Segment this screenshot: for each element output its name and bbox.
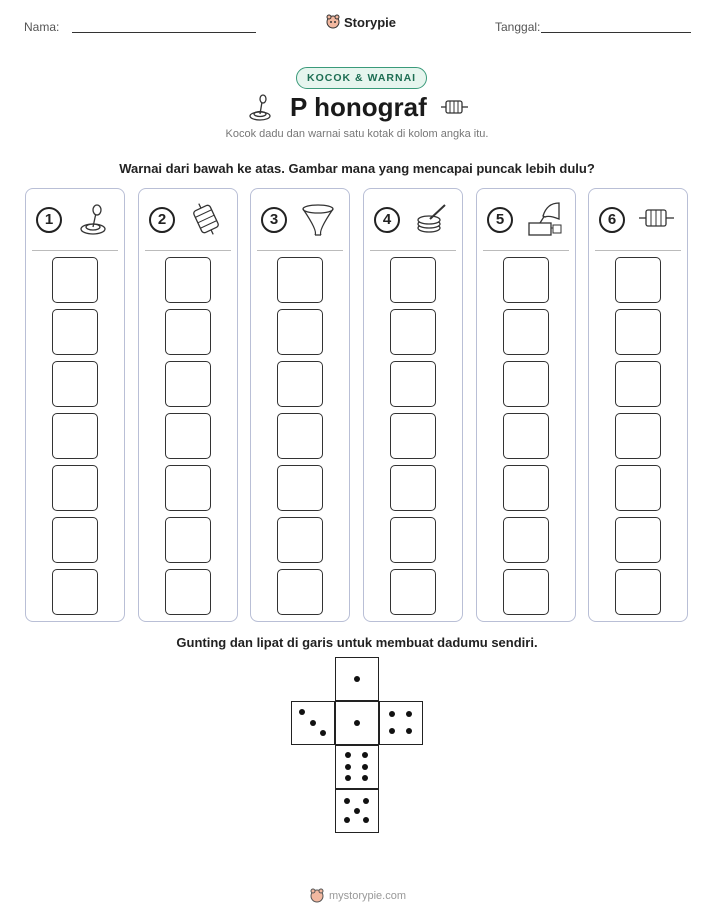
color-box[interactable] [390,257,436,303]
color-box[interactable] [277,517,323,563]
column-divider [145,250,231,251]
die-pip [354,808,360,814]
phonograph-stylus-icon [74,201,112,237]
die-pip [299,709,305,715]
storypie-mascot-icon [326,14,340,30]
die-pip [345,752,351,758]
cylinder-record-icon [187,201,225,237]
footer-url[interactable]: mystorypie.com [329,890,407,902]
die-pip [344,817,350,823]
page-title: P honograf [290,92,427,122]
die-pip [406,711,412,717]
column-divider [483,250,569,251]
die-pip [344,798,350,804]
die-pip [354,676,360,682]
die-face-3 [291,701,335,745]
column-2 [138,188,238,622]
name-label: Nama: [24,20,60,34]
color-box[interactable] [277,361,323,407]
color-box[interactable] [503,309,549,355]
color-box[interactable] [52,413,98,459]
date-label: Tanggal: [495,20,541,34]
die-pip [345,775,351,781]
wax-cylinder-icon [637,201,675,237]
gramophone-icon [525,201,563,237]
die-face-1 [335,701,379,745]
die-pip [406,728,412,734]
color-box[interactable] [165,257,211,303]
color-box[interactable] [390,309,436,355]
die-pip [310,720,316,726]
color-box[interactable] [165,361,211,407]
column-number: 5 [487,207,513,233]
color-box[interactable] [52,361,98,407]
color-box[interactable] [390,517,436,563]
color-box[interactable] [277,465,323,511]
column-divider [257,250,343,251]
color-box[interactable] [390,361,436,407]
column-number: 2 [149,207,175,233]
record-stack-icon [412,201,450,237]
color-box[interactable] [277,413,323,459]
die-pip [389,728,395,734]
column-4 [363,188,463,622]
brand-name: Storypie [344,14,397,30]
die-pip [362,775,368,781]
color-box[interactable] [165,465,211,511]
color-box[interactable] [165,517,211,563]
column-divider [32,250,118,251]
column-divider [370,250,456,251]
footer [310,888,406,904]
color-box[interactable] [615,361,661,407]
column-number: 6 [599,207,625,233]
color-box[interactable] [277,309,323,355]
cut-instruction: Gunting dan lipat di garis untuk membuat dadumu sendiri. [176,635,538,650]
color-box[interactable] [390,569,436,615]
color-box[interactable] [615,569,661,615]
color-box[interactable] [52,517,98,563]
stylus-icon [246,92,274,122]
column-divider [595,250,681,251]
color-box[interactable] [503,569,549,615]
activity-badge: KOCOK & WARNAI [296,67,427,89]
color-box[interactable] [52,465,98,511]
color-box[interactable] [615,517,661,563]
color-box[interactable] [52,569,98,615]
instruction: Warnai dari bawah ke atas. Gambar mana yang mencapai puncak lebih dulu? [119,161,595,176]
name-line[interactable] [72,32,256,33]
die-pip [345,764,351,770]
color-box[interactable] [615,465,661,511]
color-box[interactable] [52,309,98,355]
horn-funnel-icon [299,201,337,237]
color-box[interactable] [503,413,549,459]
die-face-1 [335,657,379,701]
color-box[interactable] [390,413,436,459]
storypie-mascot-icon [310,888,324,904]
die-pip [389,711,395,717]
column-number: 3 [261,207,287,233]
die-pip [363,798,369,804]
color-box[interactable] [503,257,549,303]
color-box[interactable] [390,465,436,511]
column-1 [25,188,125,622]
column-number: 4 [374,207,400,233]
color-box[interactable] [165,309,211,355]
die-face-4 [379,701,423,745]
die-pip [363,817,369,823]
color-box[interactable] [277,257,323,303]
color-box[interactable] [165,413,211,459]
column-6 [588,188,688,622]
color-box[interactable] [503,517,549,563]
die-pip [362,752,368,758]
brand-logo [326,14,396,30]
color-box[interactable] [615,257,661,303]
die-pip [354,720,360,726]
date-line[interactable] [541,32,691,33]
column-3 [250,188,350,622]
cylinder-icon [440,95,470,119]
die-face-6 [335,745,379,789]
die-pip [320,730,326,736]
color-box[interactable] [52,257,98,303]
color-box[interactable] [615,413,661,459]
column-number: 1 [36,207,62,233]
subtitle: Kocok dadu dan warnai satu kotak di kolom angka itu. [225,128,489,140]
die-pip [362,764,368,770]
color-box[interactable] [503,361,549,407]
die-face-5 [335,789,379,833]
color-box[interactable] [615,309,661,355]
color-box[interactable] [503,465,549,511]
column-5 [476,188,576,622]
color-box[interactable] [277,569,323,615]
color-box[interactable] [165,569,211,615]
